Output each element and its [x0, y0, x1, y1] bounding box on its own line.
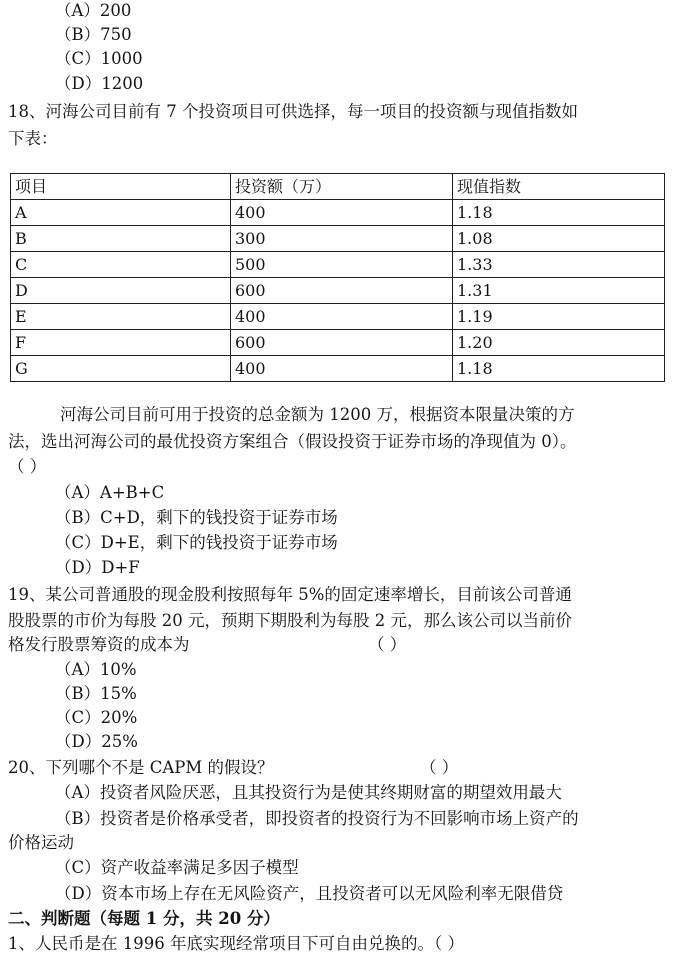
cell-project: B	[11, 226, 231, 252]
q17-option-a: （A）200	[55, 1, 132, 20]
table-row	[11, 200, 665, 226]
q20-stem: 20、下列哪个不是 CAPM 的假设？	[8, 758, 274, 777]
header-investment: 投资额（万）	[231, 174, 453, 200]
q19-option-b: （B）15%	[55, 684, 137, 703]
cell-project: A	[11, 200, 231, 226]
q19-answer-paren[interactable]: （ ）	[368, 635, 407, 654]
q18-option-a: （A）A+B+C	[55, 483, 165, 502]
cell-investment: 400	[231, 304, 453, 330]
q18-option-b: （B）C+D，剩下的钱投资于证券市场	[55, 508, 338, 527]
q18-body-line2: 法，选出河海公司的最优投资方案组合（假设投资于证券市场的净现值为 0）。	[8, 432, 577, 451]
table-row	[11, 356, 665, 382]
section2-heading: 二、判断题（每题 1 分，共 20 分）	[8, 909, 280, 928]
q20-option-b-line1: （B）投资者是价格承受者，即投资者的投资行为不回影响市场上资产的	[55, 809, 579, 828]
q19-stem-line2: 股股票的市价为每股 20 元，预期下期股利为每股 2 元，那么该公司以当前价	[8, 611, 572, 630]
investment-table	[10, 173, 665, 382]
cell-investment: 400	[231, 200, 453, 226]
table-row	[11, 226, 665, 252]
q20-option-b-line2: 价格运动	[8, 833, 74, 852]
table-row	[11, 330, 665, 356]
table-row	[11, 278, 665, 304]
q19-option-a: （A）10%	[55, 660, 137, 679]
cell-investment: 400	[231, 356, 453, 382]
cell-project: G	[11, 356, 231, 382]
cell-investment: 600	[231, 278, 453, 304]
cell-investment: 300	[231, 226, 453, 252]
header-project: 项目	[11, 174, 231, 200]
cell-pv-index: 1.08	[453, 226, 665, 252]
q17-option-b: （B）750	[55, 25, 132, 44]
q19-option-c: （C）20%	[55, 708, 138, 727]
cell-project: C	[11, 252, 231, 278]
q20-option-a: （A）投资者风险厌恶，且其投资行为是使其终期财富的期望效用最大	[55, 783, 562, 802]
cell-project: D	[11, 278, 231, 304]
q19-stem-line1: 19、某公司普通股的现金股利按照每年 5%的固定速率增长，目前该公司普通	[8, 585, 572, 604]
cell-pv-index: 1.18	[453, 356, 665, 382]
q18-body-line1: 河海公司目前可用于投资的总金额为 1200 万，根据资本限量决策的方	[60, 405, 575, 424]
q19-stem-line3: 格发行股票筹资的成本为	[8, 635, 190, 654]
q20-option-c: （C）资产收益率满足多因子模型	[55, 858, 299, 877]
q17-option-c: （C）1000	[55, 49, 143, 68]
header-pv-index: 现值指数	[453, 174, 665, 200]
q17-option-d: （D）1200	[55, 74, 144, 93]
table-row	[11, 304, 665, 330]
cell-pv-index: 1.31	[453, 278, 665, 304]
q18-answer-paren[interactable]: （ ）	[8, 457, 47, 476]
cell-pv-index: 1.18	[453, 200, 665, 226]
cell-pv-index: 1.33	[453, 252, 665, 278]
q18-option-d: （D）D+F	[55, 558, 140, 577]
table-row	[11, 252, 665, 278]
cell-investment: 600	[231, 330, 453, 356]
cell-pv-index: 1.19	[453, 304, 665, 330]
q18-stem-line1: 18、河海公司目前有 7 个投资项目可供选择，每一项目的投资额与现值指数如	[8, 102, 578, 121]
cell-project: F	[11, 330, 231, 356]
q20-option-d: （D）资本市场上存在无风险资产，且投资者可以无风险利率无限借贷	[55, 884, 564, 903]
q20-answer-paren[interactable]: （ ）	[420, 758, 459, 777]
judgement-item-1: 1、人民币是在 1996 年底实现经常项目下可自由兑换的。（ ）	[8, 934, 464, 953]
table-header-row	[11, 174, 665, 200]
q19-option-d: （D）25%	[55, 732, 138, 751]
cell-project: E	[11, 304, 231, 330]
q18-stem-line2: 下表：	[8, 129, 58, 148]
q18-option-c: （C）D+E，剩下的钱投资于证券市场	[55, 533, 338, 552]
cell-pv-index: 1.20	[453, 330, 665, 356]
cell-investment: 500	[231, 252, 453, 278]
